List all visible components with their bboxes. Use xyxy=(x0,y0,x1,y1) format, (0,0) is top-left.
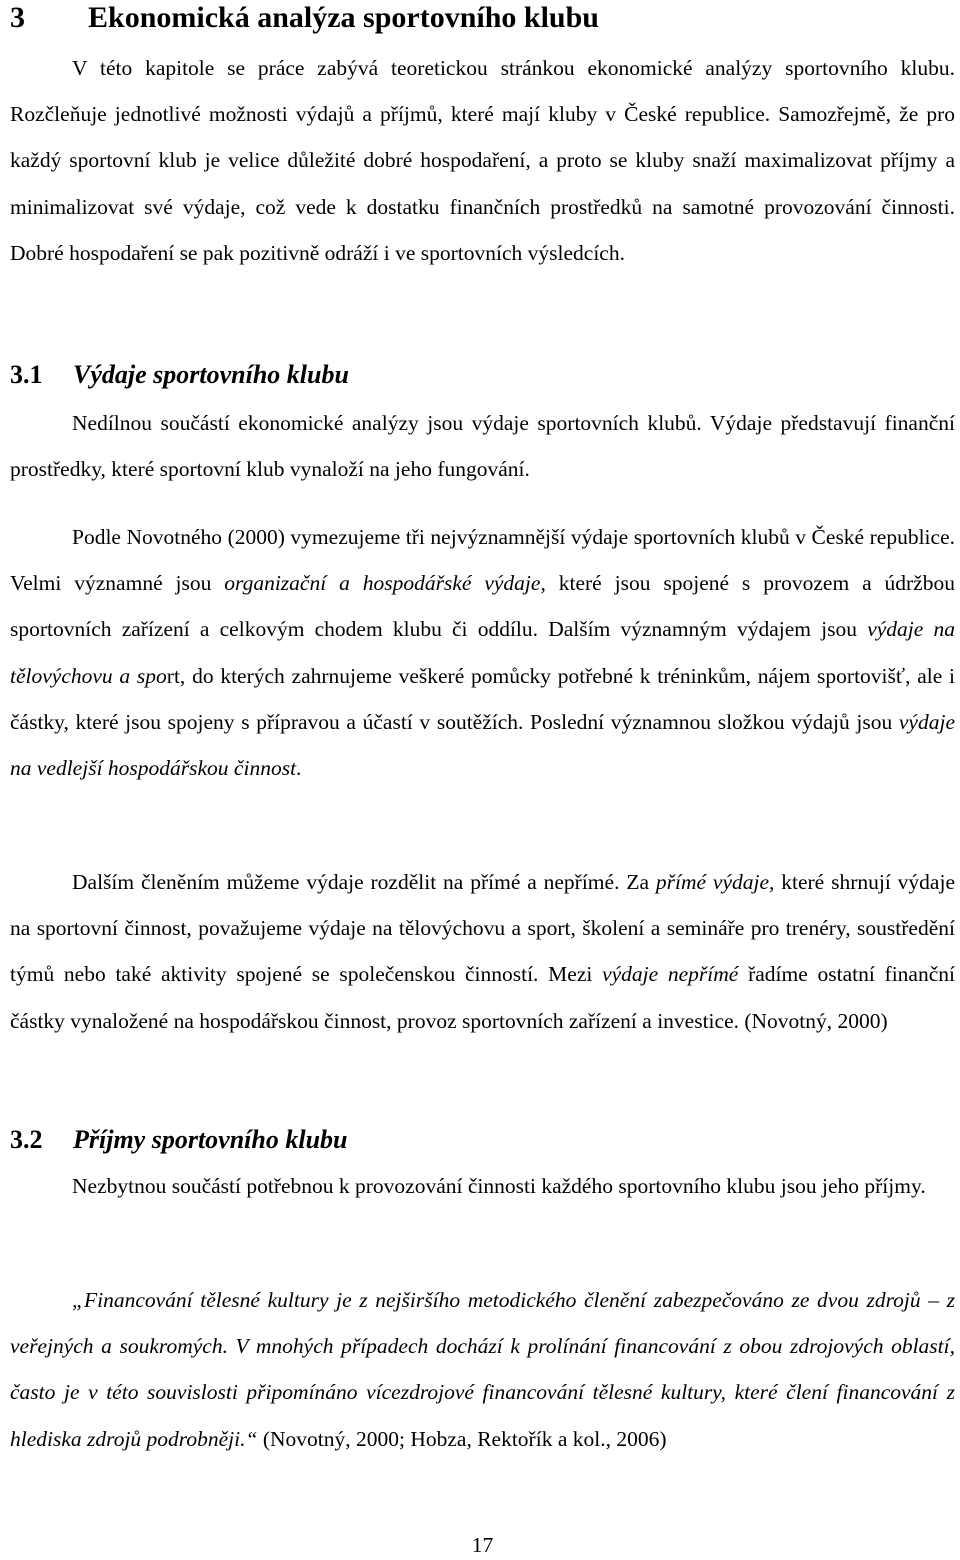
italic-text-run: „Financování tělesné kultury je z nejširšího metodického členění zabezpečováno ze dvou zdrojů – z veřejných a soukromých. V mnohých případech dochází k prolínání financování z obou zdrojových oblastí, často je v této souvislosti připomínáno vícezdrojové financování tělesné kultury, které člení financování z hlediska zdrojů podrobněji.“ xyxy=(10,1288,955,1451)
text-run: Nedílnou součástí ekonomické analýzy jsou výdaje sportovních klubů. Výdaje představují finanční prostředky, které sportovní klub vynaloží na jeho fungování. xyxy=(10,411,955,482)
text-run: , které jsou spojené s provozem a údržbou sportovních zařízení a celkovým chodem klubu či oddílu. Dalším významným výdajem jsou xyxy=(10,571,955,642)
text-run: Podle Novotného (2000) vymezujeme tři nejvýznamnější výdaje sportovních klubů v České republice. Velmi významné jsou xyxy=(10,525,955,596)
section-3-1-paragraph-2 xyxy=(10,514,955,791)
text-run: rt, do kterých zahrnujeme veškeré pomůcky potřebné k tréninkům, nájem sportovišť, ale i částky, které jsou spojeny s přípravou a účastí v soutěžích. Poslední významnou složkou výdajů jsou xyxy=(10,663,955,734)
chapter-number: 3 xyxy=(10,1,25,34)
section-number: 3.1 xyxy=(10,360,43,389)
chapter-heading xyxy=(10,0,599,36)
text-run: . xyxy=(296,756,302,781)
italic-text-run: přímé výdaje, xyxy=(655,870,775,894)
section-heading-3-2 xyxy=(10,1124,348,1156)
section-3-1-paragraph-1 xyxy=(10,400,955,492)
italic-text-run: organizační a hospodářské výdaje xyxy=(224,571,541,596)
text-run: řadíme ostatní finanční částky vynaložené na hospodářskou činnost, provoz sportovních zařízení a investice. (Novotný, 2000) xyxy=(10,962,955,1033)
text-run: (Novotný, 2000; Hobza, Rektořík a kol., 2006) xyxy=(257,1426,667,1451)
section-title: Výdaje sportovního klubu xyxy=(73,360,349,389)
text-run: Dalším členěním můžeme výdaje rozdělit na přímé a nepřímé. Za xyxy=(72,870,656,894)
text-run: Nezbytnou součástí potřebnou k provozování činnosti každého sportovního klubu jsou jeho příjmy. xyxy=(72,1174,926,1198)
section-number: 3.2 xyxy=(10,1125,43,1154)
section-3-1-paragraph-3 xyxy=(10,859,955,1044)
section-3-2-paragraph-1 xyxy=(10,1163,955,1209)
italic-text-run: výdaje na tělovýchovu a spo xyxy=(10,617,956,688)
section-title: Příjmy sportovního klubu xyxy=(73,1125,348,1154)
text-run: V této kapitole se práce zabývá teoretickou stránkou ekonomické analýzy sportovního klubu. Rozčleňuje jednotlivé možnosti výdajů a příjmů, které mají kluby v České republice. Samozřejmě, že pro každý sportovní klub je velice důležité dobré hospodaření, a proto se kluby snaží maximalizovat příjmy a minimalizovat své výdaje, což vede k dostatku finančních prostředků na samotné provozování činnosti. Dobré hospodaření se pak pozitivně odráží i ve sportovních výsledcích. xyxy=(10,56,955,265)
italic-text-run: výdaje nepřímé xyxy=(602,962,739,987)
italic-text-run: výdaje na vedlejší hospodářskou činnost xyxy=(10,709,955,781)
chapter-title: Ekonomická analýza sportovního klubu xyxy=(88,1,599,34)
chapter-intro-paragraph xyxy=(10,45,955,276)
section-heading-3-1 xyxy=(10,359,349,391)
section-3-2-quote-paragraph xyxy=(10,1277,955,1462)
page-number: 17 xyxy=(471,1533,494,1557)
text-run: které shrnují výdaje na sportovní činnost, považujeme výdaje na tělovýchovu a sport, školení a semináře pro trenéry, soustředění týmů nebo také aktivity spojené se společenskou činností. Mezi xyxy=(10,870,955,987)
